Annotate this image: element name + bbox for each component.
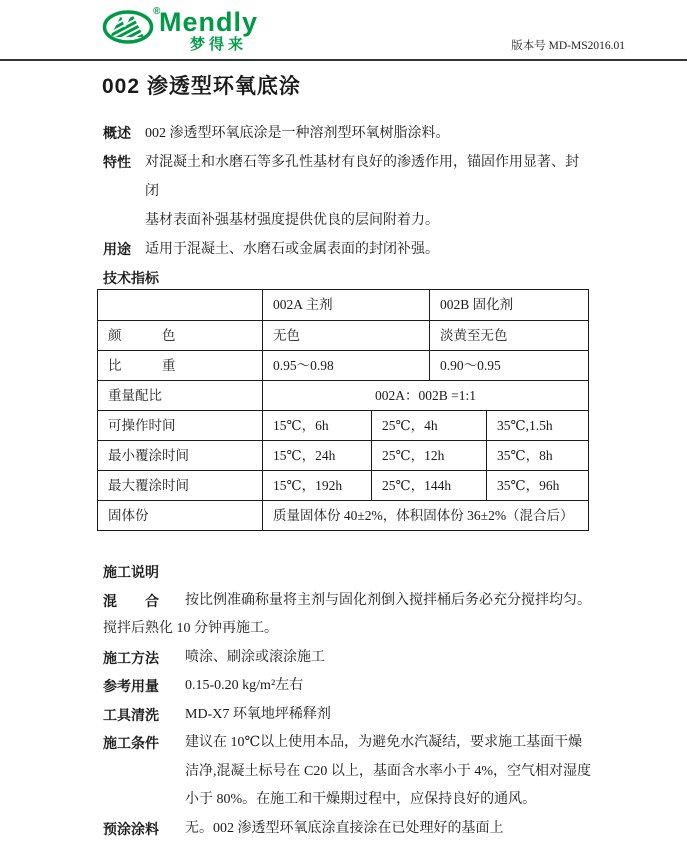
row-label: 颜 色 [108, 328, 176, 343]
mixing-label: 混 合 [103, 592, 159, 609]
conditions-line-1: 建议在 10℃以上使用本品，为避免水汽凝结，要求施工基面干燥 [185, 735, 583, 750]
mixing-text: 按比例准确称量将主剂与固化剂倒入搅拌桶后务必充分搅拌均匀。 [185, 592, 591, 608]
conditions-text [185, 729, 593, 815]
mixing-continuation: 搅拌后熟化 10 分钟再施工。 [103, 621, 278, 636]
usage-label: 用途 [103, 241, 131, 257]
table-row-min-recoat [98, 440, 588, 470]
table-row-header [98, 290, 588, 320]
color-a-cell: 无色 [262, 321, 429, 350]
precoat-row [103, 815, 593, 844]
construction-heading: 施工说明 [103, 564, 159, 580]
conditions-line-3: 小于 80%。在施工和干燥期过程中，应保持良好的通风。 [185, 792, 537, 807]
tech-specs-heading: 技术指标 [103, 270, 159, 286]
method-row [103, 644, 593, 673]
row-label: 可操作时间 [108, 418, 176, 433]
overview-text: 002 渗透型环氧底涂是一种溶剂型环氧树脂涂料。 [145, 126, 450, 141]
usage-text: 适用于混凝土、水磨石或金属表面的封闭补强。 [145, 242, 439, 257]
overview-label: 概述 [103, 125, 131, 141]
potlife-35c-cell: 35℃,1.5h [486, 411, 588, 440]
ratio-value-cell: 002A：002B =1:1 [262, 381, 588, 410]
maxrecoat-35c-cell: 35℃，96h [486, 471, 588, 500]
features-line-1: 对混凝土和水磨石等多孔性基材有良好的渗透作用，锚固作用显著、封闭 [145, 155, 579, 199]
method-text: 喷涂、刷涂或滚涂施工 [185, 649, 325, 665]
dosage-label: 参考用量 [103, 678, 159, 694]
page-title: 002 渗透型环氧底涂 [102, 75, 301, 98]
dosage-text: 0.15-0.20 kg/m²左右 [185, 678, 304, 693]
tool-cleaning-label: 工具清洗 [103, 706, 159, 723]
conditions-line-2: 洁净,混凝土标号在 C20 以上，基面含水率小于 4%，空气相对湿度 [185, 763, 591, 779]
tool-cleaning-text: MD-X7 环氧地坪稀释剂 [185, 706, 331, 722]
mendly-logo-icon [102, 10, 154, 44]
table-row-potlife [98, 410, 588, 440]
color-b-cell: 淡黄至无色 [429, 321, 588, 350]
version-number: 版本号 MD-MS2016.01 [511, 40, 625, 52]
header-cell-002b: 002B 固化剂 [429, 290, 588, 320]
row-label: 固体份 [108, 508, 149, 523]
precoat-text: 无。002 渗透型环氧底涂直接涂在已处理好的基面上 [185, 820, 504, 836]
features-text [145, 148, 591, 235]
mixing-row [103, 587, 593, 616]
tool-cleaning-row [103, 701, 593, 730]
features-line-2: 基材表面补强基材强度提供优良的层间附着力。 [145, 213, 439, 228]
row-label: 最小覆涂时间 [108, 448, 189, 463]
header-cell-002a: 002A 主剂 [262, 290, 429, 320]
minrecoat-15c-cell: 15℃，24h [262, 441, 371, 470]
precoat-label: 预涂涂料 [103, 820, 159, 837]
row-label: 最大覆涂时间 [108, 478, 189, 493]
minrecoat-25c-cell: 25℃，12h [371, 441, 486, 470]
potlife-25c-cell: 25℃，4h [371, 411, 486, 440]
dosage-row [103, 672, 593, 701]
table-row-gravity [98, 350, 588, 380]
usage-row [103, 235, 591, 264]
table-row-solids [98, 500, 588, 530]
features-label: 特性 [103, 154, 131, 170]
conditions-row [103, 729, 593, 815]
maxrecoat-25c-cell: 25℃，144h [371, 471, 486, 500]
method-label: 施工方法 [103, 649, 159, 666]
row-label: 比 重 [108, 358, 176, 373]
gravity-a-cell: 0.95～0.98 [262, 351, 429, 380]
overview-row [103, 119, 591, 148]
row-label: 重量配比 [108, 388, 162, 403]
table-row-ratio [98, 380, 588, 410]
brand-name-chinese: 梦得来 [190, 36, 248, 53]
intro-section [103, 119, 591, 293]
spec-table [97, 289, 589, 531]
brand-name: Mendly [159, 7, 259, 37]
table-row-max-recoat [98, 470, 588, 500]
header-divider [0, 59, 687, 61]
registered-trademark-icon: ® [153, 6, 161, 17]
maxrecoat-15c-cell: 15℃，192h [262, 471, 371, 500]
header-empty-cell [98, 290, 262, 320]
construction-section [103, 558, 593, 843]
solids-value-cell: 质量固体份 40±2%，体积固体份 36±2%（混合后） [262, 501, 588, 530]
gravity-b-cell: 0.90～0.95 [429, 351, 588, 380]
features-row [103, 148, 591, 235]
table-row-color [98, 320, 588, 350]
potlife-15c-cell: 15℃，6h [262, 411, 371, 440]
minrecoat-35c-cell: 35℃，8h [486, 441, 588, 470]
conditions-label: 施工条件 [103, 735, 159, 751]
